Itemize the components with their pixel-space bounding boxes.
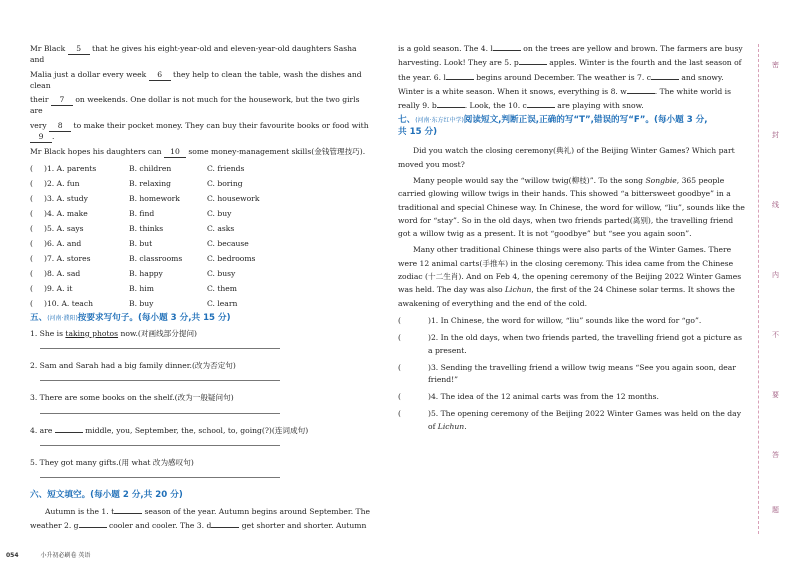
seal-char: 内: [772, 271, 779, 279]
seal-char: 要: [772, 391, 779, 399]
book-title: 小升初必刷卷 英语: [40, 552, 91, 559]
option-text: )7. A. stores: [44, 253, 91, 263]
option-row: [30, 161, 259, 176]
option-text: C. busy: [207, 268, 236, 278]
answer-line[interactable]: [40, 412, 280, 414]
option-text: B. thinks: [129, 223, 164, 233]
text: on weekends. One dollar is not much for the housework, but the two girls are: [30, 95, 360, 116]
option-text: B. but: [129, 238, 153, 248]
text: .: [52, 131, 55, 141]
tf-question-text: )3. Sending the travelling friend a willow twig means “See you again soon, dear friend!”: [428, 362, 736, 385]
answer-bracket[interactable]: (: [30, 223, 33, 233]
text: their: [30, 95, 51, 104]
answer-blank: 9: [30, 132, 52, 143]
right-column: is a gold season. The 4. l on the trees are yellow and brown. The farmers are busy harvesting. Look! They are 5. p apples. Winter is the fourth and the last season of the year. 6. l begins around December. The weather is 7. c and snowy. Winter is a white season. When it snows, everything is 8. w . The white world is really 9. b . Look, the 10. c are playing with snow. 七、(河南·东方红中学)阅读短文,判断正误,正确的写“T”,错误的写“F”。(每小题 3 分, 共 15 分) Did you watch the closing ceremony(典礼) of the Beijing Winter Games? Which part moved you most? Many people would say the “willow twig(柳枝)”. To the song Songbie, 365 people carried glowing willow twigs in their hands. This showed “a bittersweet goodbye” in a traditional and special Chinese way. In Chinese, the word for willow, “liu”, sounds like the word for “stay”. So in the old days, when two friends parted(离别), the travelling friend got a willow twig as a present. It is not “goodbye” but “see you again soon”. Many other traditional Chinese things were also parts of the Winter Games. There were 12 animal carts(手推车) in the closing ceremony. This idea came from the Chinese zodiac (十二生肖). And on Feb 4, the opening ceremony of the Beijing 2022 Winter Games was held. The day was also Lichun, the first of the 24 Chinese solar terms. It shows the awakening of everything and the end of the cold. ( )1. In Chinese, the word for willow, “liu” sounds like the word for “go”. ( )2. In the old days, when two friends parted, the travelling friend got a picture as a present. ( )3. Sending the travelling friend a willow twig means “See you again soon, dear friend!” ( )4. The idea of the 12 animal carts was from the 12 months. ( )5. The opening ceremony of the Beijing 2022 Winter Games was held on the day of Lichun.: [398, 44, 746, 434]
option-text: B. him: [129, 283, 154, 293]
option-row: [30, 296, 259, 311]
answer-blank: 6: [149, 70, 171, 81]
answer-blank: 10: [164, 147, 186, 158]
option-text: C. housework: [207, 193, 260, 203]
answer-bracket[interactable]: (: [30, 268, 33, 278]
answer-bracket[interactable]: (: [30, 238, 33, 248]
answer-line[interactable]: [40, 444, 280, 446]
answer-bracket[interactable]: (: [30, 193, 33, 203]
option-row: [30, 236, 259, 251]
question-5-5: 5. They got many gifts.(用 what 改为感叹句): [30, 457, 194, 467]
answer-line[interactable]: [40, 347, 280, 349]
option-text: B. children: [129, 163, 172, 173]
text: some money-management skills(金钱管理技巧).: [186, 147, 366, 156]
tf-question-text: )2. In the old days, when two friends parted, the travelling friend got a picture as a present.: [428, 332, 742, 355]
option-text: C. them: [207, 283, 238, 293]
footer: [6, 550, 90, 559]
option-text: B. find: [129, 208, 155, 218]
page-number: 054: [6, 552, 19, 559]
option-row: [30, 221, 259, 236]
option-text: C. asks: [207, 223, 235, 233]
text: that he gives his eight-year-old and eleven-year-old daughters Sasha and: [30, 44, 357, 65]
left-column: Mr Black 5 that he gives his eight-year-old and eleven-year-old daughters Sasha and Malia just a dollar every week 6 they help to clean the table, wash the dishes and clean their 7 on weekends. One dollar is not much for the housework, but the two girls are very 8 to make their pocket money. They can buy their favourite books or food with 9 . Mr Black hopes his daughters can 10 some money-management skills(金钱管理技巧). ( )1. A. parents B. children C. friends ( )2. A. fun B. relaxing C. boring ( )3. A. study B. homework C. housework ( )4. A. make B. find C. buy ( )5. A. says B. thinks C. asks ( )6. A. and B. but C. because ( )7. A. stores B. classrooms C. bedrooms ( )8. A. sad B. happy C. busy ( )9. A. it B. him C. them ( )10. A. teach B. buy C. learn 五、(河南·濮阳)按要求写句子。(每小题 3 分,共 15 分) 1. She is taking photos now.(对画线部分提问) 2. Sam and Sarah had a big family dinner.(改为否定句) 3. There are some books on the shelf.(改为一般疑问句) 4. are middle, you, September, the, school, to, going(?)(连词成句) 5. They got many gifts.(用 what 改为感叹句) 六、短文填空。(每小题 2 分,共 20 分) Autumn is the 1. t season of the year. Autumn begins around September. The weather 2. g cooler and cooler. The 3. d get shorter and shorter. Autumn: [30, 44, 370, 530]
option-text: B. homework: [129, 193, 180, 203]
option-text: C. buy: [207, 208, 232, 218]
option-row: [30, 191, 259, 206]
answer-blank: 5: [68, 44, 90, 55]
options-table: [30, 161, 259, 311]
question-5-3: 3. There are some books on the shelf.(改为一般疑问句): [30, 393, 234, 403]
answer-line[interactable]: [40, 476, 280, 478]
seal-margin: [758, 44, 793, 534]
answer-bracket[interactable]: (: [398, 332, 401, 342]
option-text: C. friends: [207, 163, 245, 173]
answer-bracket[interactable]: (: [398, 392, 401, 402]
answer-bracket[interactable]: (: [30, 253, 33, 263]
text: Mr Black hopes his daughters can: [30, 147, 164, 156]
fill-passage: Autumn is the 1. t season of the year. Autumn begins around September. The: [45, 506, 370, 516]
option-text: C. boring: [207, 178, 243, 188]
text: they help to clean the table, wash the dishes and clean: [30, 69, 362, 90]
option-text: )6. A. and: [44, 238, 82, 248]
option-row: [30, 176, 259, 191]
section-7-title: 七、(河南·东方红中学)阅读短文,判断正误,正确的写“T”,错误的写“F”。(每小题 3 分, 共 15 分): [398, 115, 708, 137]
answer-line[interactable]: [40, 379, 280, 381]
question-5-1: 1. She is taking photos now.(对画线部分提问): [30, 328, 198, 338]
option-text: B. buy: [129, 298, 154, 308]
tf-question: [398, 332, 746, 358]
option-text: )9. A. it: [44, 283, 73, 293]
option-text: C. because: [207, 238, 249, 248]
answer-bracket[interactable]: (: [30, 298, 33, 308]
option-text: )1. A. parents: [44, 163, 97, 173]
text: to make their pocket money. They can buy their favourite books or food with: [71, 120, 369, 130]
text: very: [30, 120, 50, 130]
option-text: B. classrooms: [129, 253, 183, 263]
question-5-4: 4. are middle, you, September, the, school, to, going(?)(连词成句): [30, 425, 309, 435]
answer-blank: 8: [49, 121, 71, 132]
seal-char: 密: [772, 61, 779, 69]
section-6-title: 六、短文填空。(每小题 2 分,共 20 分): [30, 490, 183, 501]
tf-question: [398, 315, 746, 328]
seal-char: 答: [772, 451, 779, 459]
text: Mr Black: [30, 44, 68, 53]
seal-char: 线: [772, 201, 779, 209]
tf-question-text: )4. The idea of the 12 animal carts was from the 12 months.: [428, 392, 659, 402]
tf-question: ( )5. The opening ceremony of the Beijing 2022 Winter Games was held on the day of Lichun.: [398, 409, 741, 432]
tf-question-text: )1. In Chinese, the word for willow, “liu” sounds like the word for “go”.: [428, 315, 702, 325]
option-text: )2. A. fun: [44, 178, 80, 188]
option-text: )8. A. sad: [44, 268, 81, 278]
option-text: )3. A. study: [44, 193, 88, 203]
answer-bracket[interactable]: (: [30, 208, 33, 218]
answer-bracket[interactable]: (: [398, 362, 401, 372]
section-5-title: 五、(河南·濮阳)按要求写句子。(每小题 3 分,共 15 分): [30, 313, 231, 324]
option-row: [30, 206, 259, 221]
option-text: )5. A. says: [44, 223, 84, 233]
option-text: )4. A. make: [44, 208, 88, 218]
seal-char: 题: [772, 506, 779, 514]
answer-bracket[interactable]: (: [398, 315, 401, 325]
true-false-list: [398, 315, 746, 404]
option-row: [30, 266, 259, 281]
passage-paragraph-3: Many other traditional Chinese things were also parts of the Winter Games. There were 12 animal carts(手推车) in the closing ceremony. This idea came from the Chinese zodiac (十二生肖). And on Feb 4, the opening ceremony of the Beijing 2022 Winter Games was held. The day was also Lichun, the first of the 24 Chinese solar terms. It shows the awakening of everything and the end of the cold.: [398, 245, 742, 308]
option-row: [30, 251, 259, 266]
seal-char: 封: [772, 131, 779, 139]
option-text: )10. A. teach: [44, 298, 93, 308]
option-row: [30, 281, 259, 296]
tf-question: [398, 391, 746, 404]
answer-bracket[interactable]: (: [30, 163, 33, 173]
answer-bracket[interactable]: (: [30, 283, 33, 293]
answer-blank: 7: [51, 95, 73, 106]
answer-bracket[interactable]: (: [30, 178, 33, 188]
option-text: B. happy: [129, 268, 163, 278]
text: Malia just a dollar every week: [30, 69, 149, 79]
question-5-2: 2. Sam and Sarah had a big family dinner.(改为否定句): [30, 361, 236, 371]
option-text: C. learn: [207, 298, 238, 308]
passage-paragraph-2: Many people would say the “willow twig(柳枝)”. To the song Songbie, 365 people carried glowing willow twigs in their hands. This showed “a bittersweet goodbye” in a traditional and special Chinese way. In Chinese, the word for willow, “liu”, sounds like the word for “stay”. So in the old days, when two friends parted(离别), the travelling friend got a willow twig as a present. It is not “goodbye” but “see you again soon”.: [398, 176, 745, 239]
tf-question: [398, 362, 746, 388]
option-text: C. bedrooms: [207, 253, 256, 263]
seal-char: 不: [772, 331, 779, 339]
passage-paragraph-1: Did you watch the closing ceremony(典礼) of the Beijing Winter Games? Which part moved you most?: [398, 146, 735, 169]
cloze-passage: [30, 44, 370, 66]
option-text: B. relaxing: [129, 178, 171, 188]
